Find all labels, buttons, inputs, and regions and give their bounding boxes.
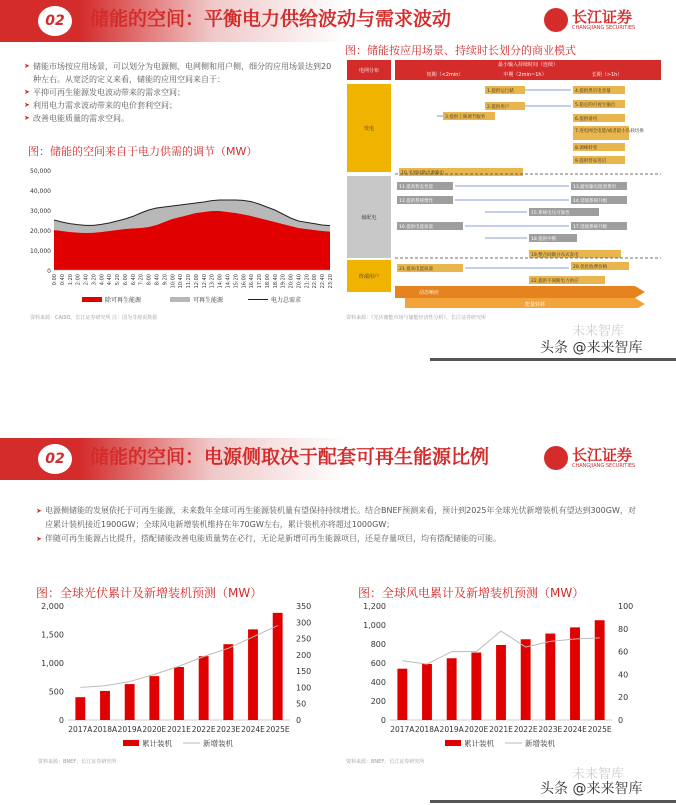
y-tick-label: 1,200	[363, 602, 386, 611]
bar	[223, 644, 233, 720]
x-tick-label: 7:20	[138, 274, 145, 286]
x-tick-label: 2019A	[439, 725, 464, 734]
x-tick-label: 2024E	[241, 725, 265, 734]
legend-swatch	[170, 297, 190, 302]
x-tick-label: 2024E	[563, 725, 587, 734]
watermark-ghost: 未来智库	[572, 767, 625, 782]
y2-tick-label: 50	[296, 699, 307, 709]
y-tick-label: 800	[370, 640, 386, 649]
y2-tick-label: 250	[296, 634, 312, 644]
legend-swatch	[82, 297, 102, 302]
x-tick-label: 12:40	[201, 274, 208, 289]
x-tick-label: 2020E	[142, 725, 167, 734]
x-tick-label: 0:00	[52, 274, 58, 286]
bar	[545, 634, 555, 720]
bullet-item: ➤ 改善电能质量的需求空间。	[24, 112, 334, 125]
company-logo: 长江证券 CHANGJIANG SECURITIES	[544, 444, 664, 476]
y2-tick-label: 0	[296, 716, 302, 725]
x-tick-label: 13:20	[209, 274, 216, 289]
bar	[570, 627, 580, 720]
x-tick-label: 2:00	[75, 274, 82, 286]
bar	[422, 664, 432, 720]
x-tick-label: 8:00	[146, 274, 153, 286]
y2-tick-label: 100	[618, 602, 634, 611]
diagram-header-label: 长期（>1h）	[591, 72, 623, 78]
left-source: 资料来源：BNEF，长江证券研究所	[38, 759, 117, 765]
y2-tick-label: 0	[618, 716, 624, 725]
diagram-item-label: 12.提供系统惯性	[399, 199, 434, 204]
bar	[174, 667, 184, 720]
x-tick-label: 14:40	[225, 274, 232, 289]
y2-tick-label: 200	[296, 650, 312, 660]
x-tick-label: 18:00	[264, 274, 271, 289]
x-tick-label: 2018A	[414, 725, 440, 734]
logo-mark-icon	[544, 8, 568, 32]
diagram-header-label: 电网分布	[358, 68, 380, 74]
y2-tick-label: 300	[296, 618, 312, 628]
diagram-item-label: 8.调峰转变	[575, 146, 598, 151]
y2-tick-label: 80	[618, 624, 629, 634]
slide-1	[0, 0, 676, 378]
y-tick-label: 400	[370, 678, 386, 687]
y2-tick-label: 100	[296, 683, 312, 693]
bar	[199, 656, 209, 720]
x-tick-label: 2021E	[489, 725, 513, 734]
bullet-list	[24, 60, 334, 125]
header-bar	[0, 0, 676, 42]
diagram-item-label: 16.提供电能质量	[399, 225, 434, 230]
x-tick-label: 2021E	[167, 725, 191, 734]
bar	[447, 658, 457, 720]
x-tick-label: 22:00	[312, 274, 319, 289]
y-tick-label: 1,500	[41, 630, 64, 640]
x-tick-label: 2020E	[464, 725, 489, 734]
footer-line	[430, 358, 676, 361]
x-tick-label: 2017A	[390, 725, 415, 734]
diagram-item-label: 15.系统电压可靠性	[531, 211, 570, 216]
legend-label: 可再生能源	[193, 297, 224, 304]
diagram-header-label: 最小输入持续时间（连续）	[497, 62, 559, 68]
wind-chart-title: 图：全球风电累计及新增装机预测（MW）	[358, 586, 585, 600]
x-tick-label: 19:20	[280, 274, 287, 289]
x-tick-label: 9:20	[162, 274, 169, 286]
diagram-item-label: 18.提供中断	[531, 237, 557, 242]
y-tick-label: 1,000	[363, 621, 386, 630]
y-tick-label: 600	[370, 659, 386, 668]
x-tick-label: 2023E	[538, 725, 563, 734]
x-tick-label: 4:00	[99, 274, 106, 286]
bar	[100, 691, 110, 720]
bar	[149, 676, 159, 720]
x-tick-label: 12:00	[193, 274, 200, 289]
y-tick-label: 1,000	[41, 659, 64, 668]
diagram-item-label: 13.避免输电阻塞费用	[573, 185, 617, 190]
x-tick-label: 1:20	[67, 274, 74, 286]
page-gap	[0, 378, 676, 428]
bullet-list	[36, 504, 636, 546]
y-tick-label: 50,000	[30, 168, 51, 175]
left-source: 资料来源：CAISO，长江证券研究所 注：国为非现说数据	[30, 315, 158, 321]
right-source: 资料来源：BNEF，长江证券研究所	[346, 759, 425, 765]
x-tick-label: 15:20	[233, 274, 240, 289]
y-tick-label: 2,000	[41, 602, 64, 611]
y-tick-label: 200	[370, 697, 386, 706]
bullet-item: ➤ 平抑可再生能源发电波动带来的需求空间；	[24, 86, 334, 99]
right-source: 资料来源：《光伏储能市场与储能经济性分析》，长江证券研究所	[346, 315, 487, 321]
company-logo: 长江证券 CHANGJIANG SECURITIES	[544, 6, 664, 38]
bar	[595, 620, 605, 720]
business-model-diagram	[345, 58, 663, 308]
x-tick-label: 2025E	[265, 725, 290, 734]
x-tick-label: 2025E	[587, 725, 612, 734]
diagram-item-label: 10.平滑间歇电源输出	[401, 171, 445, 176]
right-chart-title: 图：储能按应用场景、持续时长划分的商业模式	[345, 44, 576, 57]
x-tick-label: 2:40	[83, 274, 90, 286]
legend-label: 累计装机	[464, 739, 494, 748]
diagram-item-label: 3.提供工频调节服务	[445, 115, 486, 120]
y2-tick-label: 350	[296, 602, 312, 611]
diagram-row-text: 输配电	[361, 215, 377, 221]
x-tick-label: 18:40	[272, 274, 279, 289]
x-tick-label: 10:40	[178, 274, 185, 289]
bar	[521, 639, 531, 720]
x-tick-label: 2022E	[191, 725, 216, 734]
x-tick-label: 14:00	[217, 274, 224, 289]
slide-2	[0, 428, 676, 805]
bullet-item: ➤ 伴随可再生能源占比提升，搭配储能改善电能质量势在必行，无论是新增可再生能源项目，还是存量项目，均有搭配储能的可能。	[36, 532, 636, 546]
y2-tick-label: 20	[618, 693, 629, 703]
bullet-item: ➤ 利用电力需求波动带来的电价套利空间；	[24, 99, 334, 112]
diagram-row-text: 终端用户	[358, 274, 380, 280]
header-bar	[0, 438, 676, 480]
bar	[75, 697, 85, 720]
x-tick-label: 16:40	[249, 274, 256, 289]
legend-swatch	[123, 740, 139, 746]
bar	[471, 653, 481, 720]
x-tick-label: 3:20	[91, 274, 98, 286]
watermark: 头条 @来来智库	[540, 781, 643, 797]
x-tick-label: 16:00	[241, 274, 248, 289]
y-tick-label: 10,000	[30, 248, 51, 255]
diagram-item-label: 11.提高暂态性能	[399, 185, 434, 190]
bar	[248, 629, 258, 720]
x-tick-label: 4:40	[107, 274, 114, 286]
y-tick-label: 30,000	[30, 208, 51, 215]
x-tick-label: 6:00	[122, 274, 129, 286]
y2-tick-label: 150	[296, 667, 312, 677]
demand-area-chart	[20, 162, 338, 310]
y-tick-label: 0	[47, 268, 51, 275]
diagram-item-label: 2.提供用户	[487, 105, 510, 110]
x-tick-label: 10:00	[170, 274, 177, 289]
bar	[273, 613, 283, 720]
y2-tick-label: 60	[618, 647, 629, 657]
x-tick-label: 20:40	[296, 274, 303, 289]
watermark-ghost: 未来智库	[572, 324, 625, 339]
logo-mark-icon	[544, 446, 568, 470]
legend-label: 新增装机	[525, 739, 555, 748]
diagram-item-label: 22.提供不间断电力供应	[531, 279, 579, 284]
pv-bar-chart	[28, 600, 332, 755]
section-badge: 02	[38, 444, 72, 474]
x-tick-label: 5:20	[115, 274, 122, 286]
legend-label: 除可再生能源	[105, 297, 142, 304]
pv-chart-title: 图：全球光伏累计及新增装机预测（MW）	[36, 586, 263, 600]
x-tick-label: 21:20	[304, 274, 311, 289]
x-tick-label: 2023E	[216, 725, 241, 734]
diagram-header-label: 中期（2min~1h）	[503, 72, 547, 78]
diagram-row-text: 发电	[363, 126, 375, 132]
y-tick-label: 0	[380, 716, 386, 725]
diagram-arrow-label: 能量转移	[525, 302, 546, 308]
diagram-arrow-label: 动态响应	[419, 290, 440, 296]
y-tick-label: 500	[48, 687, 64, 697]
x-tick-label: 2017A	[68, 725, 93, 734]
diagram-header-label: 短期（<2min）	[426, 72, 464, 78]
y-tick-label: 20,000	[30, 228, 51, 235]
x-tick-label: 17:20	[257, 274, 264, 289]
y-tick-label: 40,000	[30, 188, 51, 195]
x-tick-label: 2018A	[92, 725, 118, 734]
bullet-item: ➤ 储能市场按应用场景，可以划分为电源侧、电网侧和用户侧，细分的应用场景达到20种左右。从宽泛的定义来看，储能的应用空间来自于：	[24, 60, 334, 86]
y2-tick-label: 40	[618, 670, 629, 680]
diagram-item-label: 1.提供运行储	[487, 89, 514, 94]
diagram-item-label: 17.延缓系统升级	[573, 225, 608, 230]
bullet-item: ➤ 电源侧储能的发展依托于可再生能源，未来数年全球可再生能源装机量有望保持持续增长。结合BNEF预测来看，预计到2025年全球光伏新增装机有望达到300GW，对应累计装机接近1900GW；全球风电新增装机维持在年70GW左右，累计装机亦将超过1000GW；	[36, 504, 636, 532]
y-tick-label: 0	[58, 716, 64, 725]
diagram-item-label: 14.延缓系统升级	[573, 199, 608, 204]
x-tick-label: 23:20	[328, 274, 334, 289]
section-badge: 02	[38, 6, 72, 36]
diagram-item-label: 4.提供黑启电容量	[575, 89, 611, 94]
footer-line	[430, 800, 676, 803]
wind-bar-chart	[350, 600, 650, 755]
diagram-item-label: 7.进电网全电能/或者最小负载切换	[575, 129, 644, 134]
page-title: 储能的空间：电源侧取决于配套可再生能源比例	[90, 446, 490, 468]
x-tick-label: 11:20	[186, 274, 193, 289]
diagram-item-label: 19.整合间歇分布式发电	[531, 253, 579, 258]
bar	[397, 669, 407, 720]
diagram-item-label: 20.优化收费价格	[573, 265, 608, 270]
left-chart-title: 图：储能的空间来自于电力供需的调节（MW）	[28, 145, 258, 158]
page-title: 储能的空间：平衡电力供给波动与需求波动	[90, 8, 452, 30]
legend-label: 新增装机	[203, 739, 233, 748]
diagram-item-label: 6.提供备用	[575, 117, 598, 122]
x-tick-label: 20:00	[288, 274, 295, 289]
x-tick-label: 6:40	[130, 274, 137, 286]
x-tick-label: 2022E	[513, 725, 538, 734]
x-tick-label: 0:40	[59, 274, 66, 286]
x-tick-label: 2019A	[117, 725, 142, 734]
x-tick-label: 22:40	[320, 274, 327, 289]
legend-label: 电力总需求	[271, 297, 302, 304]
diagram-item-label: 21.提高电能质量	[399, 267, 434, 272]
legend-label: 累计装机	[142, 739, 172, 748]
watermark: 头条 @来来智库	[540, 340, 643, 356]
bar	[125, 684, 135, 720]
x-tick-label: 8:40	[154, 274, 161, 286]
bar	[496, 645, 506, 720]
legend-swatch	[445, 740, 461, 746]
diagram-item-label: 5.稳定的可再生输出	[575, 103, 616, 108]
diagram-item-label: 9.提供替品进启	[575, 159, 607, 164]
